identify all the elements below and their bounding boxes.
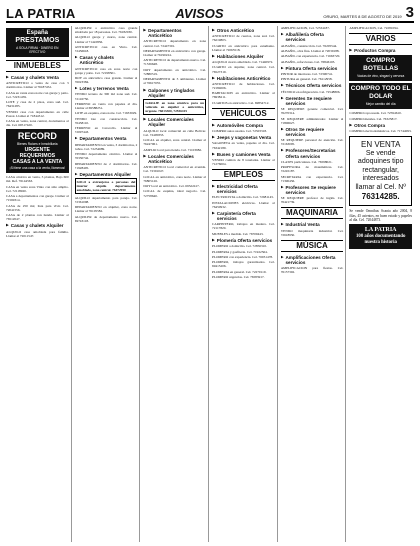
omnibus-ad: Se vende Omnibus Scania año 2004, 8 filas, 45 asientos, en buen estado y papeles al día. Cel. 72044873. xyxy=(349,209,413,222)
ads-list xyxy=(6,175,69,221)
classified-ad: TÉCNICO en refrigeración. Cel. 72548806. xyxy=(280,89,341,94)
category-buses-venta: ▶ Buses y camiones Venta xyxy=(212,152,275,157)
classified-ad: VAGONETA en venta, papeles al día. Cel. 76342189. xyxy=(212,141,275,150)
category-jeeps-venta: ▶ Jeeps y vagonetas Venta xyxy=(212,135,275,140)
classified-ad: SE REQUIERE administrador. Llamar al 71806627. xyxy=(280,116,344,125)
column-6 xyxy=(349,26,414,542)
classified-ad: ANTICRETICO casa en Vinto. Cel. 72456618. xyxy=(74,44,138,54)
column-2 xyxy=(75,26,141,542)
classified-ad: VENDO maquinaria industrial. Cel. 72618950. xyxy=(280,228,344,237)
classified-ad: AMPLIFICACION, Cel. 72334187. xyxy=(280,26,330,30)
classified-ad: CUARTO en alquiler, zona central. Cel. 76527319. xyxy=(212,65,275,74)
record-line-1: Bienes Raíces e Inmobiliaria xyxy=(17,142,58,147)
ads-list xyxy=(6,81,69,127)
classified-ad: CASA céntrica en venta, 3 plantas, Bajo 600 m2. Ref. 76144563. xyxy=(6,175,69,184)
classified-ad: ALQUILER de departamento nuevo. Cel. 69743118. xyxy=(74,214,138,223)
record-logo-text: RECORD xyxy=(17,131,57,142)
masthead xyxy=(6,4,414,23)
classified-ad: LOTE en esquina, zona norte. Cel. 71633029. xyxy=(74,111,138,116)
category-galpones-alquiler: ▶ Galpones y tinglados Alquiler xyxy=(143,88,206,98)
classified-ad: VENDO camión de 8 toneladas. Llamar al 71276004. xyxy=(212,157,275,166)
masthead-right xyxy=(323,5,414,21)
category-lotes-venta: ▶ Lotes y terrenos Venta xyxy=(75,86,138,91)
category-gerentes: ▶ Gerentes Se requiere servicios xyxy=(281,96,344,106)
classified-ad: INSTALACIONES eléctricas. Llamar al 76450932. xyxy=(212,200,275,209)
category-pintura: ▶ Pintura Oferta servicios xyxy=(281,66,344,71)
classified-ad: CASA de 2 plantas con tienda. Llamar al 76512047. xyxy=(6,213,69,222)
classified-ad: DEPARTAMENTO en anticrético con garaje. Llamar al 76190224. xyxy=(143,48,207,57)
classified-ad: LOCAL de esquina, ideal negocio. Cel. 72758640. xyxy=(143,189,207,198)
classified-ad: PLOMERO urgencias. Cel. 76583917. xyxy=(212,275,265,280)
compro-dolar-ad xyxy=(349,83,412,109)
classified-ad: SE REQUIERE gerente comercial. Cel. 76270314. xyxy=(280,107,344,116)
record-ad xyxy=(6,129,69,173)
classified-ad: PLOMERIA y gasfitería. Cel. 71922564. xyxy=(212,249,268,254)
category-otros-compra: ▶ Otros Compra xyxy=(349,123,412,128)
patria-box-title: LA PATRIA xyxy=(364,227,397,234)
patria-box-slogan: 100 años documentando nuestra historia xyxy=(356,234,406,246)
classified-ad: CUARTO en anticrético para estudiante. Llamar al 72065518. xyxy=(212,43,275,52)
prestamos-ad xyxy=(6,28,69,57)
classified-ad: CARPINTERO, trabajos en madera. Cel. 72117820. xyxy=(212,222,275,231)
category-industrial-venta: ▶ Industrial Venta xyxy=(281,222,344,227)
classified-ad: PROFESORA de matemáticas. Cel. 72245187. xyxy=(280,165,344,174)
compro-dolar-sub: Mejor cambio del día xyxy=(365,102,396,107)
category-albanileria: ▶ Albañilería Oferta servicios xyxy=(281,32,344,42)
record-line-3: CASAS A LA VENTA xyxy=(12,159,63,166)
classified-ad: CUARTOS en anticrético. Cel. 69854712. xyxy=(212,100,270,105)
classified-ad: COMPRO autos usados. Cel. 72503318. xyxy=(212,129,267,134)
classified-ad: HABITACION en anticrético. Llamar al 76938211. xyxy=(212,91,275,100)
classified-ad: ANTICRETICO local comercial en avenida. Cel. 72391047. xyxy=(143,165,207,174)
la-patria-anniversary-box xyxy=(349,224,412,249)
category-departamentos-venta: ▶ Departamentos Venta xyxy=(75,136,138,141)
column-1 xyxy=(6,26,72,542)
classified-ad: CASA en venta zona norte con garaje y patio. Cel. 72231459. xyxy=(6,90,69,99)
classified-ad: COMPRO metales. Cel. 76325817. xyxy=(349,116,398,121)
category-automoviles-compra: ▶ Automóviles Compra xyxy=(212,123,275,128)
classified-ad: ALQUILO cuarto amoblado. Cel. 71440972. xyxy=(212,60,274,65)
classified-ad: ANTICRETICO departamento en zona central. Cel. 72447301. xyxy=(143,39,207,48)
compro-botellas-sub: Vacías de vino, singani y cerveza xyxy=(357,74,405,79)
classified-ad: ANTICRETICO casa en zona norte con garaje y patio. Cel. 72198501. xyxy=(74,66,138,75)
classified-ad: DOY en anticrético casa grande. Llamar al 76023384. xyxy=(74,76,138,85)
compro-botellas-title: COMPRO BOTELLAS xyxy=(363,57,399,73)
en-venta-title: EN VENTA xyxy=(360,140,401,150)
category-tecnicos: ▶ Técnicos Oferta servicios xyxy=(281,83,344,88)
category-departamentos-anticretico: ▶ Departamentos Anticrético xyxy=(143,28,206,38)
classified-ad: CLASES particulares. Cel. 76598021. xyxy=(280,159,333,164)
record-line-2: URGENTE REQUERIMOS xyxy=(19,147,56,160)
classified-ad: VENDO lote con construcción. Cel. 76458110. xyxy=(74,116,138,125)
category-habitaciones-anticretico: ▶ Habitaciones Anticrético xyxy=(212,76,275,81)
category-casas-alquiler: ▶ Casas y chalets Alquiler xyxy=(6,223,69,228)
section-maquinaria: MAQUINARIA xyxy=(281,207,344,219)
section-inmuebles: INMUEBLES xyxy=(6,60,69,72)
classified-ad: ELECTRICISTA a domicilio. Cel. 72681145. xyxy=(212,195,274,200)
newspaper-name: LA PATRIA xyxy=(6,6,76,21)
prestamos-brand: España xyxy=(26,30,48,36)
classified-ad: AMPLIO local para tienda. Cel. 71103982. xyxy=(143,147,202,152)
classified-ad: PINTURA en general. Cel. 76112958. xyxy=(280,77,333,82)
classified-ad: ALQUILO casa amoblada para familia. Llamar al 72011547. xyxy=(6,229,69,238)
en-venta-phone: 76314285. xyxy=(361,192,400,202)
section-vehiculos: VEHÍCULOS xyxy=(212,108,275,120)
classified-ad: COMPRO electrodomésticos. Cel. 71744093. xyxy=(349,128,412,133)
classified-ad: ALBAÑIL, construcción. Cel. 76205544. xyxy=(280,43,338,48)
category-locales-alquiler: ▶ Locales Comerciales Alquiler xyxy=(143,117,206,127)
classified-ad: LOTE y casa de 2 pisos, zona sud. Cel. 76431285. xyxy=(6,100,69,109)
en-venta-body: Se vende adoquines tipo rectangular, interesados llamar al Cel. Nº xyxy=(355,150,406,191)
classified-ad: DEPARTAMENTO en venta, 3 dormitorios, 2 baños. Cel. 72254689. xyxy=(74,142,138,151)
section-varios: VARIOS xyxy=(349,33,412,45)
classified-ad: ALBAÑIL con experiencia. Cel. 71663720. xyxy=(280,54,341,59)
issue-date: ORURO, MARTES 8 DE AGOSTO DE 2019 xyxy=(323,14,402,19)
classified-ad: TERRENO en Caracollo. Llamar al 72097443. xyxy=(74,126,138,135)
classified-ad: ALQUILO departamento para pareja. Cel. 72361098. xyxy=(74,195,138,204)
category-plomeria: ▶ Plomería Oferta servicios xyxy=(212,238,275,243)
classified-ad: PLOMERIA en general. Cel. 72270119. xyxy=(212,269,267,274)
category-amplificaciones: ▶ Amplificaciones Oferta servicios xyxy=(281,255,344,265)
classified-ad: SECRETARIA con experiencia. Cel. 71390456. xyxy=(280,174,344,183)
section-empleos: EMPLEOS xyxy=(212,169,275,181)
classified-ad: ALQUILO garaje y cuarto, zona central. Llamar al 71422836. xyxy=(74,35,138,44)
page-number: 3 xyxy=(405,4,414,21)
classified-ad: LOCAL en anticrético, zona norte. Llamar al 76805126. xyxy=(143,174,207,183)
classified-ad: PLOMERO a domicilio. Cel. 72856310. xyxy=(212,244,267,249)
column-3 xyxy=(143,26,209,542)
classified-ad: VENDO terreno de 300 m2 zona sud. Cel. 72116750. xyxy=(74,92,138,101)
classified-ad: SE REQUIERE profesor de inglés. Cel. 76421739. xyxy=(280,196,344,205)
classified-ad: ANTICRETICO de habitaciones. Cel. 72184006. xyxy=(212,81,275,90)
classified-ad: MUEBLES a medida. Cel. 76709443. xyxy=(212,231,264,236)
column-4 xyxy=(212,26,278,542)
category-profesores-oferta: ▶ Profesores/Secretarias Oferta servicios xyxy=(281,148,344,158)
classified-ad: DEPARTAMENTO de 3 ambientes. Llamar al 76617035. xyxy=(143,77,207,86)
classified-ad: ALQUILO local comercial en calle Bolívar. Cel. 72495833. xyxy=(143,128,207,137)
category-locales-anticretico: ▶ Locales Comerciales Anticrético xyxy=(143,154,206,164)
classified-ad: DOY local en anticrético. Cel. 69322417. xyxy=(143,184,200,189)
classified-ad: SE REQUIERE personal de atención. Cel. 72163095. xyxy=(280,138,344,147)
classified-ad: ANTICRETICO de departamento nuevo. Cel. 71536648. xyxy=(143,58,207,67)
prestamos-sub: A SOLA FIRMA · DINERO EN EFECTIVO xyxy=(16,46,59,54)
classified-ad: AMPLIFICACION, Cel. 72281094. xyxy=(349,26,399,30)
classified-ad: DEPARTAMENTO en alquiler, zona norte. Llamar al 76105582. xyxy=(74,205,138,214)
classified-ad: ALBAÑIL, refacciones. Cel. 76846103. xyxy=(280,59,336,64)
category-electricidad: ▶ Electricidad Oferta servicios xyxy=(212,184,275,194)
highlighted-ad: GARAJE en zona céntrica para un vehículo en alquiler o anticrético, urgente. 76013300, 72556415 xyxy=(143,99,206,115)
category-casas-anticretico: ▶ Casas y chalets Anticrético xyxy=(75,55,138,65)
record-line-4: ¡Si tiene una casa a la venta, llámenos! xyxy=(9,166,66,171)
category-productos-compra: ▶ Productos Compra xyxy=(349,48,412,53)
category-carpinteria: ▶ Carpintería Oferta servicios xyxy=(212,211,275,221)
category-habitaciones-alquiler: ▶ Habitaciones Alquiler xyxy=(212,54,275,59)
section-title: AVISOS xyxy=(175,6,224,21)
classified-ad: VENDO departamento céntrico. Llamar al 76330742. xyxy=(74,152,138,161)
classified-ad: PLOMERO con experiencia. Cel. 76031478. xyxy=(212,254,273,259)
classified-ad: CASA de 250 m2, lista para vivir. Cel. 72041556. xyxy=(6,203,69,212)
classified-ad: CASA en venta zona Vinto con sitio amplio. Cel. 72118920. xyxy=(6,184,69,193)
section-musica: MÚSICA xyxy=(281,240,344,252)
category-otros-anticretico: ▶ Otros Anticrético xyxy=(212,28,275,33)
classified-ad: ANTICRETICO o venta de casa con 3 dormitorios. Llamar al 76187452. xyxy=(6,81,69,90)
classified-ad: COMPRO ropa usada. Cel. 72594610. xyxy=(349,111,402,116)
category-departamentos-alquiler: ▶ Departamentos Alquiler xyxy=(75,172,138,177)
compro-dolar-title: COMPRO TODO EL DOLAR xyxy=(350,85,411,101)
classified-ad: AMPLIFICACION para fiestas. Cel. 76157302. xyxy=(280,266,344,275)
classified-ad: PINTOR de interiores. Cel. 72390741. xyxy=(280,71,334,76)
classified-ad: TERRENO en venta con papeles al día. Llamar al 69588231. xyxy=(74,101,138,111)
classified-ad: VENDO casa con departamento en calle Potosí. Llamar al 71844312. xyxy=(6,109,69,118)
columns xyxy=(6,26,414,542)
en-venta-ad xyxy=(349,136,412,206)
category-profesores-requiere: ▶ Profesores Se requiere servicios xyxy=(281,185,344,195)
classified-ad: LOCAL en alquiler, zona central. Llamar al 76247061. xyxy=(143,138,207,147)
classified-ad: ALQUILER o anticrético casa grande amoblada por 18 personas. Cel. 76182030. xyxy=(74,26,138,35)
classified-ad: DOY departamento en anticrético. Cel. 72880519. xyxy=(143,67,207,76)
classified-ad: PLOMERO, trabajos garantizados. Cel. 69415206. xyxy=(212,260,275,269)
column-5 xyxy=(281,26,347,542)
classified-ad: ANTICRETICO de cuartos, zona sud. Cel. 76219803. xyxy=(212,34,275,43)
category-casas-venta: ▶ Casas y chalets Venta xyxy=(6,75,69,80)
classified-ad: CASA a departamentos con garaje. Llamar al 71569314. xyxy=(6,194,69,203)
prestamos-headline: PRESTAMOS xyxy=(15,37,60,44)
highlighted-ad: SOLO a extranjeros o personas del interior alquilo departamento amoblado, zona central. 76472950 xyxy=(75,178,138,194)
classified-ad: DEPARTAMENTO de 2 dormitorios. Cel. 71928405. xyxy=(74,161,138,170)
category-otros-requiere: ▶ Otros Se requiere servicios xyxy=(281,127,344,137)
compro-botellas-ad xyxy=(349,55,412,81)
classified-ad: ALBAÑIL, obra fina. Llamar al 72039188. xyxy=(280,48,340,53)
classified-ad: CASA en venta, zona central, documentos al día. Cel. 69517420. xyxy=(6,119,69,128)
